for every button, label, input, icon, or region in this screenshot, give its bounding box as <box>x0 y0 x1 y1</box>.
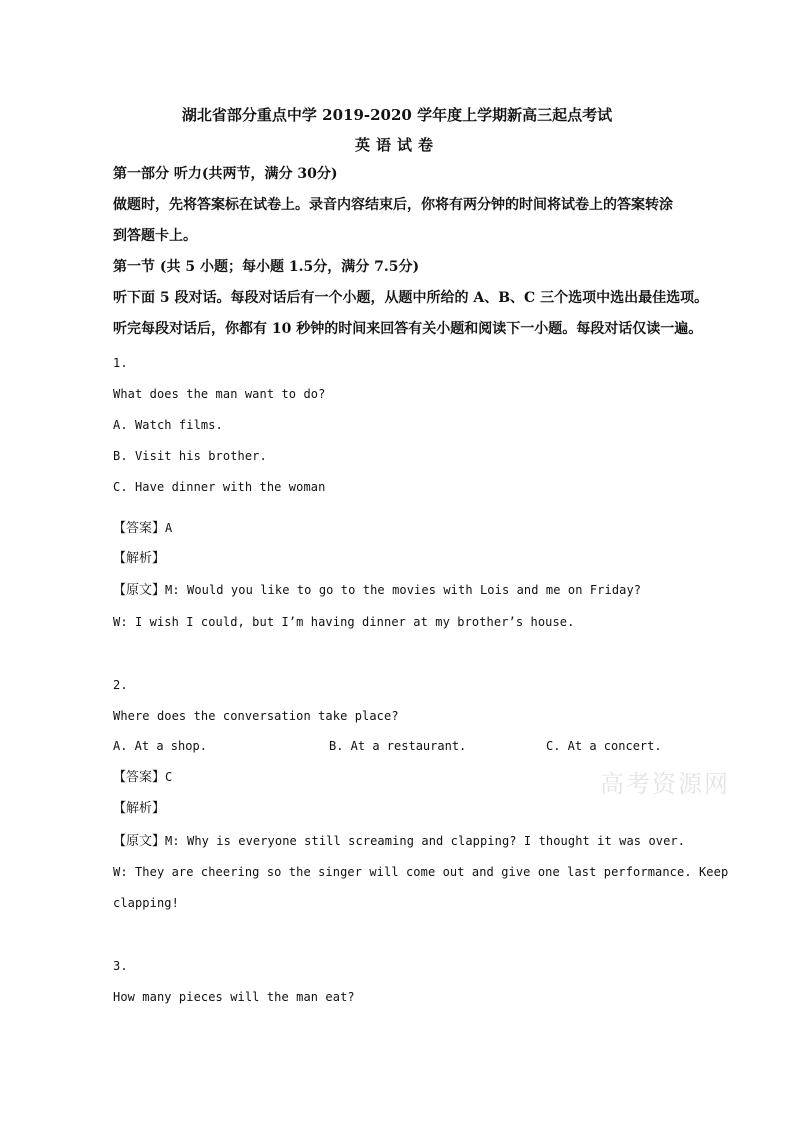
exam-subtitle: 英语试卷 <box>354 136 439 154</box>
section1-instruction-line2: 听完每段对话后，你都有 10 秒钟的时间来回答有关小题和阅读下一小题。每段对话仅读一遍。 <box>113 321 703 337</box>
option-a: A. Watch films. <box>113 418 223 432</box>
option-b: B. Visit his brother. <box>113 449 267 463</box>
transcript-line: M: Would you like to go to the movies with Lois and me on Friday? <box>165 583 642 597</box>
question-stem: What does the man want to do? <box>113 387 326 401</box>
answer-value: C <box>165 770 173 784</box>
analysis-label: 【解析】 <box>113 551 166 566</box>
part1-instruction-line2: 到答题卡上。 <box>113 228 197 244</box>
transcript-line: clapping! <box>113 896 179 910</box>
part1-heading: 第一部分 听力(共两节，满分 30分) <box>113 166 338 182</box>
source-label: 【原文】 <box>113 834 166 849</box>
option-b: B. At a restaurant. <box>329 739 467 753</box>
answer-value: A <box>165 521 173 535</box>
option-c: C. At a concert. <box>546 739 662 753</box>
transcript-line: W: They are cheering so the singer will come out and give one last performance. Keep <box>113 865 729 879</box>
answer-label: 【答案】 <box>113 770 166 785</box>
answer-row <box>113 520 172 537</box>
exam-title: 湖北省部分重点中学 2019-2020 学年度上学期新高三起点考试 <box>181 106 613 124</box>
section1-instruction-line1: 听下面 5 段对话。每段对话后有一个小题，从题中所给的 A、B、C 三个选项中选出最佳选项。 <box>113 290 709 306</box>
watermark: 高考资源网 <box>600 770 730 798</box>
section1-heading: 第一节 (共 5 小题；每小题 1.5分，满分 7.5分) <box>113 259 420 275</box>
answer-row <box>113 769 172 786</box>
question-number: 2. <box>113 678 128 692</box>
transcript-line: M: Why is everyone still screaming and clapping? I thought it was over. <box>165 834 686 848</box>
source-label: 【原文】 <box>113 583 166 598</box>
question-stem: Where does the conversation take place? <box>113 709 399 723</box>
question-stem: How many pieces will the man eat? <box>113 990 355 1004</box>
transcript-row <box>113 833 685 850</box>
option-a: A. At a shop. <box>113 739 207 753</box>
question-number: 3. <box>113 959 128 973</box>
transcript-line: W: I wish I could, but I’m having dinner at my brother’s house. <box>113 615 575 629</box>
option-c: C. Have dinner with the woman <box>113 480 326 494</box>
transcript-row <box>113 582 641 599</box>
question-number: 1. <box>113 356 128 370</box>
part1-instruction-line1: 做题时，先将答案标在试卷上。录音内容结束后，你将有两分钟的时间将试卷上的答案转涂 <box>113 197 673 213</box>
analysis-label: 【解析】 <box>113 801 166 816</box>
answer-label: 【答案】 <box>113 521 166 536</box>
